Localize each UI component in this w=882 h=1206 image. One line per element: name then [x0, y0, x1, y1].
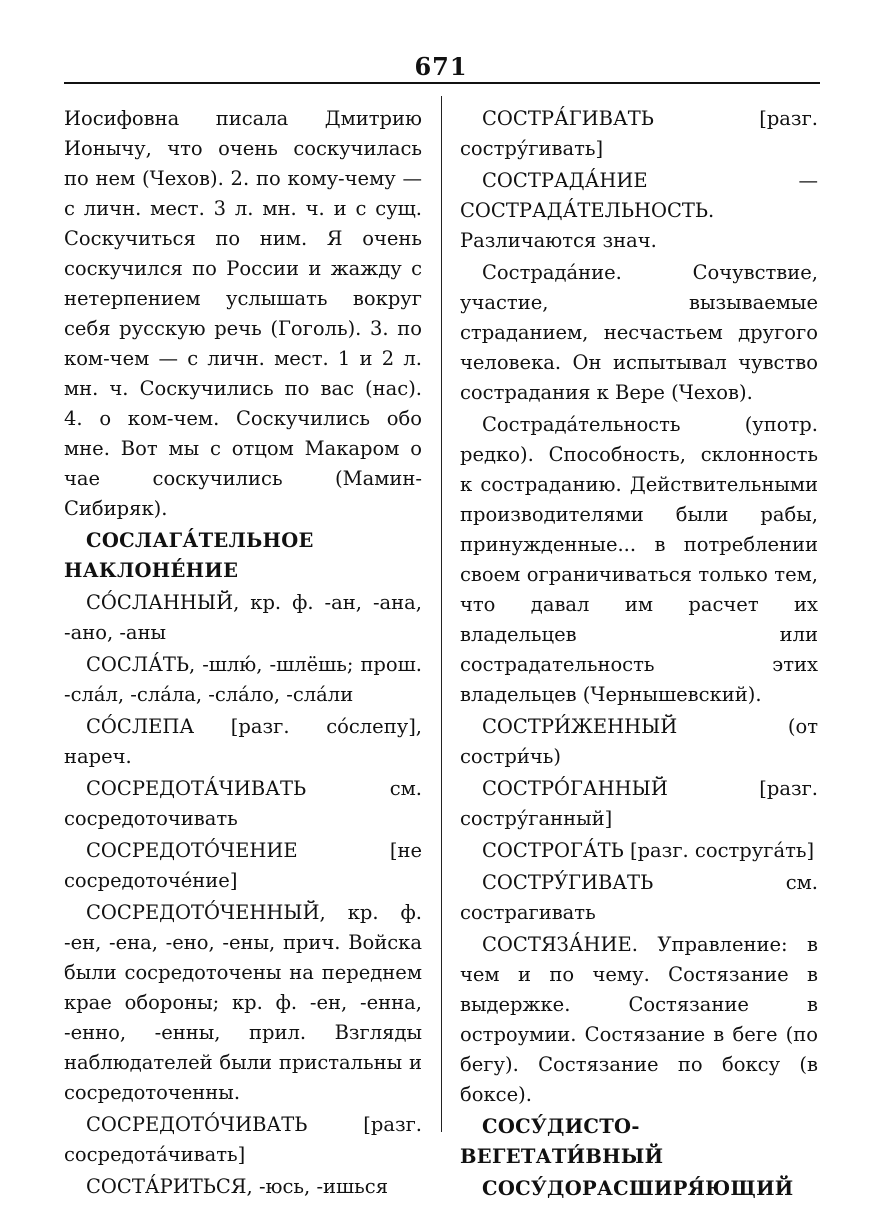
- dictionary-entry: Иосифовна писала Дмитрию Ионычу, что очень соскучилась по нем (Чехов). 2. по кому-чему — с личн. мест. 3 л. мн. ч. и с сущ. Соскучиться по ним. Я очень соскучился по России и жажду с нетерпением услышать вокруг себя русскую речь (Гоголь). 3. по ком-чем — с личн. мест. 1 и 2 л. мн. ч. Соскучились по вас (нас). 4. о ком-чем. Соскучились обо мне. Вот мы с отцом Макаром о чае соскучились (Мамин-Сибиряк).: [64, 107, 422, 520]
- dictionary-entry: СОСТРУ́ГИВАТЬ см. сострагивать: [460, 871, 818, 924]
- dictionary-entry: СОСРЕДОТО́ЧЕНИЕ [не сосредоточе́ние]: [64, 839, 422, 892]
- dictionary-entry: СОСРЕДОТА́ЧИВАТЬ см. сосредоточивать: [64, 777, 422, 830]
- dictionary-entry: СОСРЕДОТО́ЧЕННЫЙ, кр. ф. -ен, -ена, -ено, -ены, прич. Войска были сосредоточены на переднем крае обороны; кр. ф. -ен, -енна, -енно, -енны, прил. Взгляды наблюдателей были пристальны и сосредоточенны.: [64, 901, 422, 1104]
- top-rule: [64, 82, 820, 84]
- dictionary-entry: СО́СЛАННЫЙ, кр. ф. -ан, -ана, -ано, -аны: [64, 591, 422, 644]
- dictionary-entry: СОСТА́РИТЬСЯ, -юсь, -ишься: [86, 1175, 388, 1198]
- dictionary-entry: Сострада́тельность (употр. редко). Способность, склонность к состраданию. Действительными производителями были рабы, принужденные... в потреблении своем ограничиваться только тем, что давал им расчет их владельцев или сострадательность этих владельцев (Чернышевский).: [460, 413, 818, 706]
- dictionary-entry: СОСУ́ДИСТО-ВЕГЕТАТИ́ВНЫЙ: [460, 1115, 664, 1168]
- dictionary-entry: СО́СЛЕПА [разг. со́слепу], нареч.: [64, 715, 422, 768]
- dictionary-entry: СОСТРОГА́ТЬ [разг. соструга́ть]: [482, 839, 815, 862]
- dictionary-entry: СОСТРАДА́НИЕ — СОСТРАДА́ТЕЛЬНОСТЬ. Различаются знач.: [460, 169, 818, 252]
- column-divider: [441, 96, 442, 1132]
- dictionary-entry: СОСТРО́ГАННЫЙ [разг. состру́ганный]: [460, 777, 818, 830]
- dictionary-entry: СОСТЯЗА́НИЕ. Управление: в чем и по чему. Состязание в выдержке. Состязание в остроумии. Состязание в беге (по бегу). Состязание по боксу (в боксе).: [460, 933, 818, 1106]
- right-column: [460, 104, 818, 1206]
- dictionary-entry: СОСУ́ДОРАСШИРЯ́ЮЩИЙ: [482, 1177, 794, 1200]
- dictionary-entry: СОСЛАГА́ТЕЛЬНОЕ НАКЛОНЕ́НИЕ: [64, 529, 314, 582]
- page-number: 671: [414, 52, 468, 81]
- dictionary-entry: СОСРЕДОТО́ЧИВАТЬ [разг. сосредота́чивать]: [64, 1113, 422, 1166]
- dictionary-entry: СОСЛА́ТЬ, -шлю́, -шлёшь; прош. -сла́л, -сла́ла, -сла́ло, -сла́ли: [64, 653, 422, 706]
- left-column: [64, 104, 422, 1204]
- dictionary-entry: СОСТРИ́ЖЕННЫЙ (от состри́чь): [460, 715, 818, 768]
- dictionary-entry: Сострада́ние. Сочувствие, участие, вызываемые страданием, несчастьем другого человека. Он испытывал чувство сострадания к Вере (Чехов).: [460, 261, 818, 404]
- dictionary-entry: СОСТРА́ГИВАТЬ [разг. состру́гивать]: [460, 107, 818, 160]
